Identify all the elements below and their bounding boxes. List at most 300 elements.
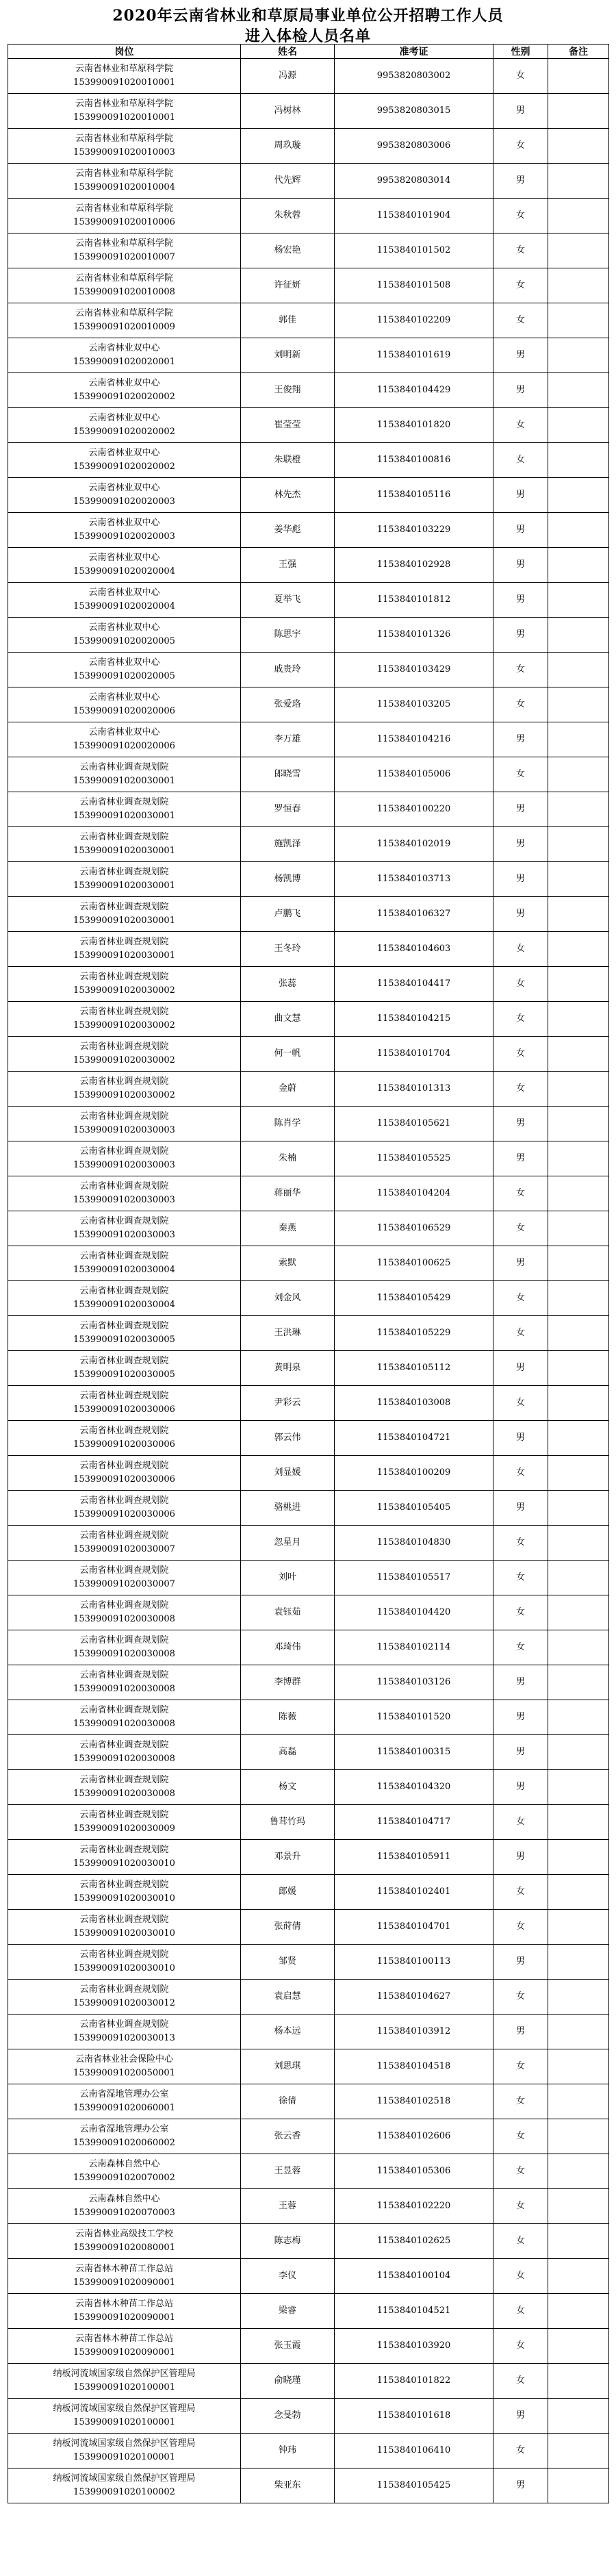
name-cell: 张爱珞 <box>241 687 335 722</box>
gender-cell: 女 <box>493 268 548 303</box>
table-row <box>8 59 609 94</box>
position-unit: 云南省林业调查规划院 <box>79 1984 169 1995</box>
position-code: 153990091020020003 <box>73 531 175 542</box>
name-cell: 许征妍 <box>241 268 335 303</box>
name-cell: 邹贤 <box>241 1945 335 1980</box>
name-cell: 李博群 <box>241 1665 335 1700</box>
position-cell <box>8 1246 241 1281</box>
gender-cell: 女 <box>493 653 548 687</box>
name-cell: 姜华彪 <box>241 513 335 548</box>
note-cell <box>548 2399 609 2434</box>
gender-cell: 女 <box>493 2119 548 2154</box>
table-row <box>8 1526 609 1561</box>
table-row <box>8 94 609 129</box>
note-cell <box>548 373 609 408</box>
ticket-cell: 1153840101619 <box>335 338 493 373</box>
position-code: 153990091020030004 <box>73 1300 175 1310</box>
name-cell: 施凯泽 <box>241 827 335 862</box>
position-code: 153990091020030002 <box>73 1020 175 1031</box>
ticket-cell: 1153840104717 <box>335 1805 493 1840</box>
gender-cell: 女 <box>493 1386 548 1421</box>
position-cell <box>8 1595 241 1630</box>
position-unit: 云南省林业调查规划院 <box>79 1041 169 1052</box>
table-row <box>8 1665 609 1700</box>
position-code: 153990091020020003 <box>73 496 175 507</box>
position-cell <box>8 2119 241 2154</box>
position-code: 153990091020100001 <box>73 2452 175 2462</box>
position-code: 153990091020070002 <box>73 2173 175 2183</box>
gender-cell: 男 <box>493 1107 548 1141</box>
table-row <box>8 967 609 1002</box>
note-cell <box>548 1351 609 1386</box>
position-unit: 云南省林业双中心 <box>88 378 160 388</box>
position-cell <box>8 653 241 687</box>
gender-cell: 女 <box>493 59 548 94</box>
gender-cell: 女 <box>493 1211 548 1246</box>
position-code: 153990091020090001 <box>73 2312 175 2323</box>
ticket-cell: 1153840103920 <box>335 2329 493 2364</box>
note-cell <box>548 1316 609 1351</box>
position-code: 153990091020030003 <box>73 1125 175 1135</box>
table-row <box>8 199 609 233</box>
position-unit: 云南省林业双中心 <box>88 483 160 493</box>
ticket-cell: 1153840103008 <box>335 1386 493 1421</box>
note-cell <box>548 1561 609 1595</box>
position-unit: 云南省林木种苗工作总站 <box>75 2299 173 2309</box>
table-row <box>8 1281 609 1316</box>
gender-cell: 女 <box>493 199 548 233</box>
position-code: 153990091020100002 <box>73 2487 175 2497</box>
position-unit: 云南省林业调查规划院 <box>79 1775 169 1785</box>
gender-cell: 男 <box>493 1351 548 1386</box>
position-cell <box>8 1561 241 1595</box>
name-cell: 刘思琪 <box>241 2049 335 2084</box>
position-unit: 云南省林业双中心 <box>88 553 160 563</box>
position-cell <box>8 1630 241 1665</box>
position-unit: 云南省林业调查规划院 <box>79 1181 169 1191</box>
position-cell <box>8 443 241 478</box>
position-code: 153990091020030006 <box>73 1404 175 1415</box>
name-cell: 柴亚东 <box>241 2468 335 2503</box>
position-code: 153990091020080001 <box>73 2243 175 2253</box>
name-cell: 卢鹏飞 <box>241 897 335 932</box>
table-row <box>8 1456 609 1491</box>
position-cell <box>8 199 241 233</box>
table-row <box>8 408 609 443</box>
ticket-cell: 1153840103205 <box>335 687 493 722</box>
ticket-cell: 1153840102606 <box>335 2119 493 2154</box>
table-row <box>8 1805 609 1840</box>
position-unit: 云南省林业调查规划院 <box>79 1321 169 1331</box>
table-row <box>8 1491 609 1526</box>
note-cell <box>548 1945 609 1980</box>
position-unit: 云南省林业双中心 <box>88 343 160 353</box>
position-unit: 云南省林业双中心 <box>88 622 160 633</box>
note-cell <box>548 129 609 164</box>
ticket-cell: 1153840103429 <box>335 653 493 687</box>
gender-cell: 女 <box>493 1805 548 1840</box>
position-code: 153990091020030008 <box>73 1614 175 1624</box>
position-code: 153990091020030010 <box>73 1858 175 1869</box>
position-unit: 云南省湿地管理办公室 <box>79 2124 169 2134</box>
table-row <box>8 687 609 722</box>
table-row <box>8 2434 609 2468</box>
gender-cell: 女 <box>493 1526 548 1561</box>
gender-cell: 女 <box>493 1875 548 1910</box>
note-cell <box>548 443 609 478</box>
header-position: 岗位 <box>8 45 241 59</box>
table-row <box>8 2364 609 2399</box>
position-code: 153990091020010006 <box>73 217 175 227</box>
name-cell: 袁启慧 <box>241 1980 335 2015</box>
name-cell: 刘显媛 <box>241 1456 335 1491</box>
ticket-cell: 1153840103229 <box>335 513 493 548</box>
ticket-cell: 1153840100220 <box>335 792 493 827</box>
gender-cell: 男 <box>493 1246 548 1281</box>
ticket-cell: 1153840105306 <box>335 2154 493 2189</box>
table-row <box>8 1386 609 1421</box>
table-row <box>8 478 609 513</box>
position-cell <box>8 478 241 513</box>
position-cell <box>8 1945 241 1980</box>
gender-cell: 女 <box>493 1072 548 1107</box>
table-row <box>8 2399 609 2434</box>
table-row <box>8 1945 609 1980</box>
position-code: 153990091020030006 <box>73 1474 175 1485</box>
note-cell <box>548 303 609 338</box>
position-unit: 云南省林业调查规划院 <box>79 1356 169 1366</box>
position-cell <box>8 2468 241 2503</box>
table-row <box>8 338 609 373</box>
ticket-cell: 1153840102019 <box>335 827 493 862</box>
position-unit: 云南省林业调查规划院 <box>79 1461 169 1471</box>
position-unit: 云南省林业调查规划院 <box>79 1076 169 1087</box>
position-code: 153990091020020006 <box>73 706 175 716</box>
table-row <box>8 2189 609 2224</box>
table-row <box>8 583 609 618</box>
name-cell: 索默 <box>241 1246 335 1281</box>
table-row <box>8 1875 609 1910</box>
position-code: 153990091020100001 <box>73 2417 175 2427</box>
note-cell <box>548 2015 609 2049</box>
note-cell <box>548 1456 609 1491</box>
gender-cell: 女 <box>493 1037 548 1072</box>
ticket-cell: 1153840104420 <box>335 1595 493 1630</box>
header-ticket: 准考证 <box>335 45 493 59</box>
ticket-cell: 1153840104830 <box>335 1526 493 1561</box>
gender-cell: 男 <box>493 1840 548 1875</box>
note-cell <box>548 2259 609 2294</box>
position-unit: 云南省林业社会保险中心 <box>75 2054 173 2064</box>
note-cell <box>548 59 609 94</box>
note-cell <box>548 408 609 443</box>
note-cell <box>548 1072 609 1107</box>
table-row <box>8 1700 609 1735</box>
table-row <box>8 2259 609 2294</box>
position-code: 153990091020030002 <box>73 1090 175 1100</box>
position-unit: 云南省湿地管理办公室 <box>79 2089 169 2099</box>
position-code: 153990091020060002 <box>73 2138 175 2148</box>
position-cell <box>8 2329 241 2364</box>
table-row <box>8 443 609 478</box>
position-unit: 云南省林业双中心 <box>88 448 160 458</box>
position-cell <box>8 233 241 268</box>
position-unit: 云南省林木种苗工作总站 <box>75 2334 173 2344</box>
position-unit: 云南省林业调查规划院 <box>79 1949 169 1960</box>
ticket-cell: 1153840104216 <box>335 722 493 757</box>
name-cell: 冯源 <box>241 59 335 94</box>
note-cell <box>548 1002 609 1037</box>
ticket-cell: 1153840105112 <box>335 1351 493 1386</box>
gender-cell: 女 <box>493 1002 548 1037</box>
name-cell: 邓琦伟 <box>241 1630 335 1665</box>
position-code: 153990091020050001 <box>73 2068 175 2078</box>
name-cell: 杨本远 <box>241 2015 335 2049</box>
note-cell <box>548 897 609 932</box>
table-row <box>8 1246 609 1281</box>
table-row <box>8 932 609 967</box>
gender-cell: 男 <box>493 2399 548 2434</box>
name-cell: 蒋丽华 <box>241 1176 335 1211</box>
position-unit: 云南省林业双中心 <box>88 657 160 668</box>
ticket-cell: 1153840104429 <box>335 373 493 408</box>
name-cell: 尹彩云 <box>241 1386 335 1421</box>
gender-cell: 女 <box>493 2084 548 2119</box>
name-cell: 罗恒春 <box>241 792 335 827</box>
name-cell: 念旻勃 <box>241 2399 335 2434</box>
ticket-cell: 1153840104721 <box>335 1421 493 1456</box>
name-cell: 张莳倩 <box>241 1910 335 1945</box>
position-cell <box>8 1281 241 1316</box>
position-unit: 云南省林业调查规划院 <box>79 1600 169 1611</box>
ticket-cell: 1153840101508 <box>335 268 493 303</box>
note-cell <box>548 687 609 722</box>
gender-cell: 男 <box>493 94 548 129</box>
note-cell <box>548 1910 609 1945</box>
header-gender: 性别 <box>493 45 548 59</box>
note-cell <box>548 653 609 687</box>
gender-cell: 男 <box>493 827 548 862</box>
position-unit: 云南省林业双中心 <box>88 727 160 737</box>
table-row <box>8 722 609 757</box>
position-cell <box>8 1072 241 1107</box>
position-unit: 云南省林业调查规划院 <box>79 2019 169 2030</box>
name-cell: 王蓉 <box>241 2189 335 2224</box>
position-unit: 云南森林自然中心 <box>88 2159 160 2169</box>
note-cell <box>548 1875 609 1910</box>
note-cell <box>548 1630 609 1665</box>
name-cell: 邓景升 <box>241 1840 335 1875</box>
position-cell <box>8 2259 241 2294</box>
note-cell <box>548 792 609 827</box>
name-cell: 刘明新 <box>241 338 335 373</box>
table-row <box>8 2294 609 2329</box>
position-unit: 云南省林业调查规划院 <box>79 1426 169 1436</box>
gender-cell: 男 <box>493 478 548 513</box>
gender-cell: 女 <box>493 2224 548 2259</box>
ticket-cell: 9953820803015 <box>335 94 493 129</box>
note-cell <box>548 1491 609 1526</box>
note-cell <box>548 268 609 303</box>
position-unit: 云南省林业调查规划院 <box>79 972 169 982</box>
ticket-cell: 1153840105429 <box>335 1281 493 1316</box>
name-cell: 钟玮 <box>241 2434 335 2468</box>
name-cell: 朱楠 <box>241 1141 335 1176</box>
gender-cell: 男 <box>493 164 548 199</box>
ticket-cell: 1153840100104 <box>335 2259 493 2294</box>
name-cell: 崔莹莹 <box>241 408 335 443</box>
position-cell <box>8 373 241 408</box>
position-cell <box>8 303 241 338</box>
ticket-cell: 1153840104204 <box>335 1176 493 1211</box>
name-cell: 林先杰 <box>241 478 335 513</box>
name-cell: 杨凯博 <box>241 862 335 897</box>
position-cell <box>8 2084 241 2119</box>
name-cell: 秦燕 <box>241 1211 335 1246</box>
table-row <box>8 513 609 548</box>
position-code: 153990091020030010 <box>73 1928 175 1939</box>
name-cell: 金蔚 <box>241 1072 335 1107</box>
name-cell: 郎媛 <box>241 1875 335 1910</box>
note-cell <box>548 1770 609 1805</box>
table-row <box>8 827 609 862</box>
position-unit: 云南省林业和草原科学院 <box>75 168 173 179</box>
position-code: 153990091020030012 <box>73 1998 175 2008</box>
position-cell <box>8 1316 241 1351</box>
ticket-cell: 1153840101618 <box>335 2399 493 2434</box>
position-cell <box>8 2364 241 2399</box>
position-code: 153990091020010001 <box>73 112 175 123</box>
gender-cell: 女 <box>493 303 548 338</box>
position-cell <box>8 792 241 827</box>
position-unit: 云南省林业调查规划院 <box>79 1565 169 1576</box>
gender-cell: 男 <box>493 618 548 653</box>
gender-cell: 男 <box>493 1141 548 1176</box>
ticket-cell: 1153840105911 <box>335 1840 493 1875</box>
position-unit: 纳板河流域国家级自然保护区管理局 <box>53 2438 196 2449</box>
gender-cell: 男 <box>493 1421 548 1456</box>
note-cell <box>548 94 609 129</box>
position-cell <box>8 59 241 94</box>
note-cell <box>548 2224 609 2259</box>
position-cell <box>8 1805 241 1840</box>
table-row <box>8 2224 609 2259</box>
position-unit: 云南省林业调查规划院 <box>79 762 169 772</box>
ticket-cell: 1153840106410 <box>335 2434 493 2468</box>
note-cell <box>548 338 609 373</box>
gender-cell: 女 <box>493 443 548 478</box>
position-unit: 云南省林业调查规划院 <box>79 1216 169 1226</box>
position-code: 153990091020030007 <box>73 1579 175 1589</box>
position-code: 153990091020030010 <box>73 1963 175 1973</box>
name-cell: 王俊翔 <box>241 373 335 408</box>
note-cell <box>548 2119 609 2154</box>
gender-cell: 男 <box>493 513 548 548</box>
table-row <box>8 757 609 792</box>
note-cell <box>548 1980 609 2015</box>
gender-cell: 女 <box>493 2154 548 2189</box>
table-row <box>8 897 609 932</box>
note-cell <box>548 1246 609 1281</box>
position-code: 153990091020030010 <box>73 1893 175 1904</box>
position-unit: 云南省林业调查规划院 <box>79 1880 169 1890</box>
note-cell <box>548 967 609 1002</box>
note-cell <box>548 164 609 199</box>
table-row <box>8 1421 609 1456</box>
table-row <box>8 1107 609 1141</box>
ticket-cell: 1153840104215 <box>335 1002 493 1037</box>
name-cell: 戚贵玲 <box>241 653 335 687</box>
position-cell <box>8 897 241 932</box>
name-cell: 俞晓瑾 <box>241 2364 335 2399</box>
position-code: 153990091020090001 <box>73 2277 175 2288</box>
position-code: 153990091020030008 <box>73 1649 175 1659</box>
name-cell: 刘叶 <box>241 1561 335 1595</box>
position-cell <box>8 583 241 618</box>
name-cell: 代先辉 <box>241 164 335 199</box>
ticket-cell: 1153840100315 <box>335 1735 493 1770</box>
document-title <box>0 0 616 44</box>
position-cell <box>8 1526 241 1561</box>
ticket-cell: 1153840105116 <box>335 478 493 513</box>
table-row <box>8 1630 609 1665</box>
ticket-cell: 1153840100625 <box>335 1246 493 1281</box>
ticket-cell: 1153840102518 <box>335 2084 493 2119</box>
position-code: 153990091020030007 <box>73 1544 175 1554</box>
ticket-cell: 1153840101326 <box>335 618 493 653</box>
ticket-cell: 1153840101313 <box>335 1072 493 1107</box>
note-cell <box>548 932 609 967</box>
table-row <box>8 303 609 338</box>
position-cell <box>8 2049 241 2084</box>
ticket-cell: 1153840105229 <box>335 1316 493 1351</box>
name-cell: 高磊 <box>241 1735 335 1770</box>
position-unit: 云南省林业调查规划院 <box>79 1146 169 1157</box>
position-cell <box>8 1700 241 1735</box>
table-row <box>8 2154 609 2189</box>
gender-cell: 女 <box>493 2294 548 2329</box>
gender-cell: 男 <box>493 548 548 583</box>
position-unit: 云南省林业调查规划院 <box>79 1251 169 1261</box>
note-cell <box>548 1211 609 1246</box>
table-row <box>8 2015 609 2049</box>
position-unit: 云南省林业调查规划院 <box>79 1915 169 1925</box>
position-code: 153990091020030008 <box>73 1789 175 1799</box>
position-cell <box>8 2015 241 2049</box>
note-cell <box>548 2434 609 2468</box>
position-cell <box>8 1037 241 1072</box>
gender-cell: 女 <box>493 2049 548 2084</box>
position-unit: 云南省林业和草原科学院 <box>75 308 173 318</box>
position-code: 153990091020020001 <box>73 357 175 367</box>
table-row <box>8 653 609 687</box>
position-unit: 云南省林业双中心 <box>88 518 160 528</box>
note-cell <box>548 1386 609 1421</box>
gender-cell: 女 <box>493 2434 548 2468</box>
name-cell: 张云香 <box>241 2119 335 2154</box>
position-code: 153990091020030001 <box>73 881 175 891</box>
table-row <box>8 2049 609 2084</box>
note-cell <box>548 2049 609 2084</box>
ticket-cell: 1153840102209 <box>335 303 493 338</box>
gender-cell: 女 <box>493 757 548 792</box>
position-cell <box>8 1456 241 1491</box>
note-cell <box>548 2364 609 2399</box>
table-row <box>8 1840 609 1875</box>
position-code: 153990091020020002 <box>73 462 175 472</box>
note-cell <box>548 618 609 653</box>
position-cell <box>8 2294 241 2329</box>
